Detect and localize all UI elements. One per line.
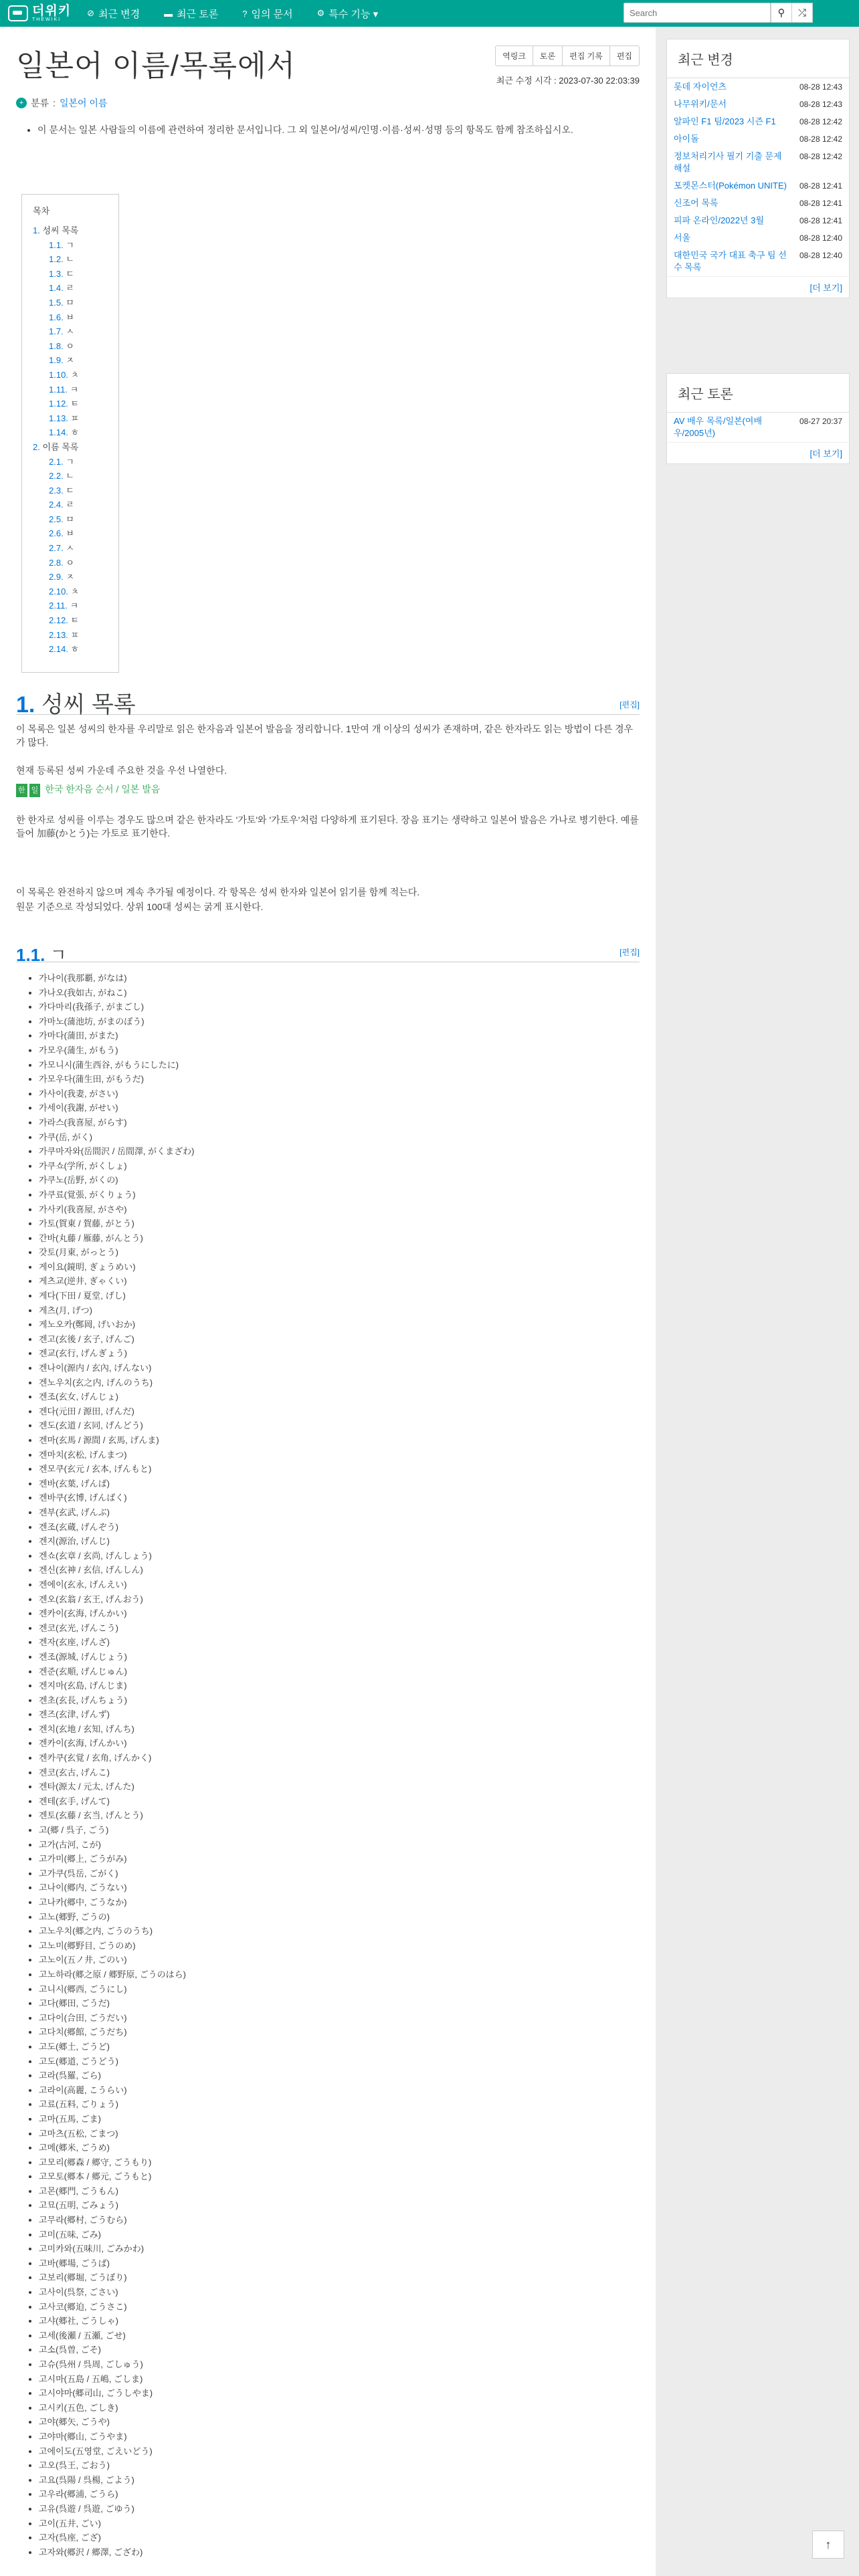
section-number[interactable]: 1.	[16, 692, 35, 718]
section-number[interactable]: 1.1.	[16, 945, 45, 965]
list-item: • 고소(呉曽, ごそ)	[39, 2343, 641, 2357]
toc-number[interactable]: 1.	[33, 225, 40, 235]
toc-number[interactable]: 1.6.	[49, 312, 64, 322]
page-title: 일본어 이름/목록에서	[16, 49, 296, 82]
list-item: • 고요(呉陽 / 呉楊, ごよう)	[39, 2473, 641, 2488]
recent-discuss-title: 최근 토론	[667, 374, 849, 413]
list-item: • 겐다(元田 / 源田, げんだ)	[39, 1404, 641, 1419]
list-item: • 고샤(郷社, ごうしゃ)	[39, 2314, 641, 2329]
list-item: • 겐마(玄馬 / 源間 / 玄馬, げんま)	[39, 1433, 641, 1448]
toolbar-button-3[interactable]: 편집	[609, 45, 640, 66]
toc-number[interactable]: 2.14.	[49, 644, 68, 655]
toc-number[interactable]: 2.13.	[49, 629, 68, 640]
recent-row	[667, 113, 849, 130]
list-item: • 고사코(郷迫, ごうさこ)	[39, 2300, 641, 2315]
category-box: + 분류 : 일본어 이름	[16, 96, 107, 110]
site-logo[interactable]	[8, 5, 71, 22]
toc-number[interactable]: 2.3.	[49, 485, 64, 496]
list-item: • 겐코(玄古, げんこ)	[39, 1765, 641, 1780]
toc-item	[33, 599, 118, 613]
recent-link[interactable]: 서울	[674, 233, 691, 243]
toc-number[interactable]: 2.	[33, 441, 40, 452]
list-item: • 고바(郷場, ごうば)	[39, 2256, 641, 2271]
section-paragraph: 이 목록은 완전하지 않으며 계속 추가될 예정이다. 각 항목은 성씨 한자와 일본어 읽기를 함께 적는다.	[16, 887, 420, 897]
toc-number[interactable]: 2.2.	[49, 471, 64, 481]
toc-title: ㄹ	[66, 283, 74, 294]
list-item: • 고(郷 / 呉子, ごう)	[39, 1823, 641, 1838]
toc-title: ㅊ	[70, 369, 80, 380]
toc-number[interactable]: 1.13.	[49, 413, 68, 423]
toc-title: ㄷ	[66, 268, 74, 279]
discuss-time: 08-27 20:37	[799, 417, 842, 426]
toc-item	[33, 252, 118, 267]
recent-time: 08-28 12:40	[799, 233, 842, 243]
toc-item	[33, 440, 118, 455]
list-item: • 고무라(郷村, ごうむら)	[39, 2213, 641, 2228]
list-item: • 가토(賀東 / 賀藤, がとう)	[39, 1216, 641, 1231]
list-item: • 고묘(五明, ごみょう)	[39, 2198, 641, 2213]
badge-japanese: 일	[29, 784, 41, 797]
list-item: • 고몬(郷門, ごうもん)	[39, 2184, 641, 2199]
toc-number[interactable]: 1.11.	[49, 384, 68, 395]
toc-header: 목차	[33, 206, 50, 216]
list-item: • 겐지(源治, げんじ)	[39, 1534, 641, 1549]
legend-row	[16, 782, 640, 797]
toc-title: ㅈ	[66, 572, 74, 582]
list-item: • 고마츠(五松, ごまつ)	[39, 2127, 641, 2141]
toc-item	[33, 383, 118, 397]
toc-number[interactable]: 1.5.	[49, 297, 64, 308]
surname-list	[39, 971, 641, 2559]
toc-title: ㅅ	[66, 543, 74, 554]
search-input[interactable]	[624, 3, 771, 23]
list-item: • 겐조(玄女, げんじょ)	[39, 1390, 641, 1404]
logo-title: 더위키	[32, 4, 72, 18]
list-item: • 겐에이(玄永, げんえい)	[39, 1578, 641, 1592]
list-item: • 겐고(玄後 / 玄子, げんご)	[39, 1332, 641, 1347]
list-item: • 겐도(玄道 / 玄同, げんどう)	[39, 1418, 641, 1433]
toc-item	[33, 353, 118, 368]
list-item: • 고다치(郷館, ごうだち)	[39, 2025, 641, 2040]
toc-item	[33, 628, 118, 643]
toc-number[interactable]: 2.12.	[49, 615, 68, 626]
list-item: • 고야(郷矢, ごうや)	[39, 2415, 641, 2430]
recent-link[interactable]: 알파인 F1 팀/2023 시즌 F1	[674, 116, 776, 126]
toc-number[interactable]: 1.1.	[49, 239, 64, 250]
toc-title: ㅍ	[70, 629, 80, 640]
toc-title: ㄴ	[66, 471, 74, 481]
list-item: • 게다(下田 / 夏堂, げし)	[39, 1289, 641, 1303]
toc-number[interactable]: 2.1.	[49, 456, 64, 467]
toc-title: ㅂ	[66, 528, 74, 539]
toc-title: ㄱ	[66, 239, 74, 250]
list-item: • 가쿠료(覚張, がくりょう)	[39, 1188, 641, 1202]
toc-title: ㄷ	[66, 485, 74, 496]
recent-discuss-card	[666, 373, 850, 464]
toc-number[interactable]: 1.7.	[49, 326, 64, 337]
toc-title: ㅁ	[66, 514, 74, 524]
list-item: • 가사키(我喜屋, がさや)	[39, 1202, 641, 1217]
toc-title: 이름 목록	[42, 441, 79, 452]
list-item: • 고슈(呉州 / 呉周, ごしゅう)	[39, 2357, 641, 2372]
toc-title: ㅋ	[70, 384, 79, 395]
list-item: • 고노이(五ノ井, ごのい)	[39, 1953, 641, 1967]
toc-title: ㅍ	[70, 413, 80, 423]
list-item: • 겐타(源太 / 元太, げんた)	[39, 1780, 641, 1794]
list-item: • 가다마리(我孫子, がまごし)	[39, 1000, 641, 1014]
list-item: • 고야마(郷山, ごうやま)	[39, 2430, 641, 2444]
toc-title: ㄹ	[66, 500, 74, 510]
toc-title: ㄱ	[66, 456, 74, 467]
list-item: • 가마노(蒲池坊, がまのぼう)	[39, 1014, 641, 1029]
toc-item	[33, 397, 118, 411]
intro-text: • 이 문서는 일본 사람들의 이름에 관련하여 정리한 문서입니다. 그 외 일본어/성씨/인명·이름·성씨·성명 등의 항목도 함께 참조하십시오.	[37, 123, 626, 136]
recent-link[interactable]: 나무위키/문서	[674, 99, 727, 109]
list-item: • 가세이(我謝, がせい)	[39, 1101, 641, 1115]
nav-item-label: 최근 토론	[177, 8, 219, 20]
toc-number[interactable]: 1.12.	[49, 399, 68, 409]
logo-icon	[8, 5, 28, 21]
nav-item-2[interactable]	[242, 7, 292, 21]
article-panel	[0, 27, 656, 2576]
toc-item	[33, 570, 118, 584]
recent-row	[667, 247, 849, 276]
toc-title: ㅋ	[70, 601, 79, 611]
toc-item	[33, 281, 118, 296]
random-button[interactable]	[791, 3, 813, 23]
recent-time: 08-28 12:41	[799, 181, 842, 191]
list-item: • 겐마치(玄松, げんまつ)	[39, 1448, 641, 1463]
toc-number[interactable]: 2.8.	[49, 557, 64, 568]
list-item: • 겐노우치(玄之内, げんのうち)	[39, 1376, 641, 1390]
list-item: • 간바(丸藤 / 雁藤, がんとう)	[39, 1231, 641, 1246]
list-item: • 겐초(玄長, げんちょう)	[39, 1693, 641, 1708]
gear-icon: ⚙	[316, 8, 325, 18]
toc-title: 성씨 목록	[42, 225, 79, 235]
toc-title: ㅌ	[70, 399, 80, 409]
edit-section-button[interactable]: [편집]	[619, 948, 640, 957]
section-title: 성씨 목록	[41, 692, 136, 718]
list-item: • 가나오(我如古, がねこ)	[39, 986, 641, 1000]
nav-item-label: 최근 변경	[98, 8, 140, 20]
list-item: • 고가쿠(呉岳, ごがく)	[39, 1866, 641, 1881]
sidebar	[656, 27, 859, 2576]
section-paragraph: 한 한자로 성씨를 이루는 경우도 많으며 같은 한자라도 '가토'와 '가토우'처럼 다양하게 표기된다. 장음 표기는 생략하고 일본어 발음은 가나로 병기한다. 예를 들어 加藤(かとう)는 가토로 표기한다.	[16, 815, 639, 839]
toolbar-button-2[interactable]: 편집 기록	[562, 45, 610, 66]
list-item: • 가모우다(蒲生田, がもうだ)	[39, 1072, 641, 1087]
more-recent-link[interactable]: [더 보기]	[809, 283, 842, 293]
list-item: • 게츠(月, げつ)	[39, 1303, 641, 1318]
list-item: • 고도(郷道, ごうどう)	[39, 2054, 641, 2069]
last-modified: 최근 수정 시각 : 2023-07-30 22:03:39	[496, 76, 640, 86]
recent-row	[667, 212, 849, 229]
list-item: • 고자와(郷沢 / 郷澤, ござわ)	[39, 2545, 641, 2560]
section-paragraph: 현재 등록된 성씨 가운데 주요한 것을 우선 나열한다.	[16, 765, 227, 776]
intro-list	[37, 123, 626, 136]
recent-time: 08-28 12:42	[799, 117, 842, 126]
list-item: • 가쿠노(岳野, がくの)	[39, 1173, 641, 1188]
toolbar-button-1[interactable]: 토론	[533, 45, 563, 66]
recent-time: 08-28 12:42	[799, 134, 842, 144]
recent-link[interactable]: 롯데 자이언츠	[674, 82, 727, 92]
recent-time: 08-28 12:41	[799, 216, 842, 225]
list-item: • 겐치(玄地 / 玄知, げんち)	[39, 1722, 641, 1737]
recent-row	[667, 130, 849, 148]
list-item: • 가쿠마자와(岳間沢 / 岳間澤, がくまざわ)	[39, 1144, 641, 1159]
list-item: • 게노오카(鄭岡, げいおか)	[39, 1317, 641, 1332]
toc-number[interactable]: 2.9.	[49, 572, 64, 582]
list-item: • 겐교(玄行, げんぎょう)	[39, 1346, 641, 1361]
nav-item-1[interactable]	[164, 7, 218, 21]
list-item: • 고사이(呉祭, ごさい)	[39, 2285, 641, 2300]
toc-number[interactable]: 1.4.	[49, 283, 64, 294]
list-item: • 고오(呉王, ごおう)	[39, 2458, 641, 2473]
table-of-contents	[21, 194, 119, 673]
toc-item	[33, 584, 118, 599]
list-item: • 고모토(郷本 / 郷元, ごうもと)	[39, 2169, 641, 2184]
discuss-link[interactable]: AV 배우 목록/일본(여배우/2005년)	[674, 416, 763, 438]
list-item: • 고노미(郷野目, ごうのめ)	[39, 1939, 641, 1953]
list-item: • 고노(郷野, ごうの)	[39, 1910, 641, 1925]
comment-icon: ▬	[164, 8, 173, 19]
section-heading-1-1	[16, 942, 640, 965]
toc-title: ㅊ	[70, 586, 80, 597]
list-item: • 겐자(玄座, げんざ)	[39, 1635, 641, 1650]
toc-item	[33, 223, 118, 238]
discuss-row	[667, 413, 849, 442]
list-item: • 겐카이(玄海, げんかい)	[39, 1606, 641, 1621]
list-item: • 고가(古河, こが)	[39, 1838, 641, 1852]
logo-subtitle: THEWIKI	[32, 17, 62, 22]
toc-item	[33, 512, 118, 527]
toc-item	[33, 324, 118, 339]
toc-title: ㅅ	[66, 326, 74, 337]
toc-item	[33, 642, 118, 657]
toc-number[interactable]: 2.4.	[49, 500, 64, 510]
list-item: • 고나이(郷内, ごうない)	[39, 1881, 641, 1895]
shuffle-icon: ⤮	[797, 7, 806, 19]
toc-item	[33, 267, 118, 282]
toc-item	[33, 425, 118, 440]
list-item: • 가모우(蒲生, がもう)	[39, 1043, 641, 1058]
nav-item-0[interactable]	[87, 7, 140, 21]
search-button[interactable]	[771, 3, 792, 23]
list-item: • 고유(呉遊 / 呉遊, ごゆう)	[39, 2502, 641, 2516]
toolbar-button-0[interactable]: 역링크	[495, 45, 533, 66]
toc-item	[33, 498, 118, 512]
section-heading-1	[16, 686, 640, 718]
recent-time: 08-28 12:43	[799, 82, 842, 92]
list-item: • 고시키(五色, ごしき)	[39, 2401, 641, 2416]
toc-title: ㅈ	[66, 355, 74, 366]
list-item: • 고다이(合田, ごうだい)	[39, 2011, 641, 2026]
recent-link[interactable]: 아이돌	[674, 134, 699, 144]
recent-link[interactable]: 정보처리기사 필기 기출 문제 해설	[674, 151, 782, 173]
arrow-up-icon: ↑	[825, 2537, 832, 2551]
recent-time: 08-28 12:40	[799, 251, 842, 260]
toc-item	[33, 238, 118, 253]
toc-number[interactable]: 1.2.	[49, 254, 64, 265]
recent-row	[667, 78, 849, 96]
toc-number[interactable]: 1.3.	[49, 268, 64, 279]
list-item: • 가쿠(岳, がく)	[39, 1130, 641, 1145]
toc-item	[33, 469, 118, 484]
toc-item	[33, 339, 118, 354]
nav-item-3[interactable]	[317, 7, 378, 21]
recent-time: 08-28 12:43	[799, 100, 842, 109]
toc-title: ㅎ	[70, 644, 80, 655]
toc-number[interactable]: 1.9.	[49, 355, 64, 366]
search-icon: ⚲	[777, 7, 785, 19]
list-item: • 고도(郷土, ごうど)	[39, 2040, 641, 2054]
toc-item	[33, 296, 118, 310]
list-item: • 겐바(玄葉, げんば)	[39, 1477, 641, 1491]
list-item: • 게이요(鏡明, ぎょうめい)	[39, 1260, 641, 1275]
list-item: • 겐토(玄藤 / 玄当, げんとう)	[39, 1808, 641, 1823]
list-item: • 겐코(玄光, げんこう)	[39, 1621, 641, 1636]
recent-changes-card	[666, 39, 850, 298]
article-toolbar	[496, 45, 640, 66]
list-item: • 고시야마(郷司山, ごうしやま)	[39, 2386, 641, 2401]
toc-item	[33, 613, 118, 628]
list-item: • 고메(郷米, ごうめ)	[39, 2141, 641, 2155]
toc-title: ㅎ	[70, 427, 80, 438]
list-item: • 고세(後瀬 / 五瀬, ごせ)	[39, 2329, 641, 2343]
recent-row	[667, 229, 849, 247]
scroll-top-button[interactable]	[812, 2531, 844, 2559]
list-item: • 고료(五料, ごりょう)	[39, 2097, 641, 2112]
section-title: ㄱ	[50, 945, 67, 965]
list-item: • 고노우치(郷之内, ごうのうち)	[39, 1924, 641, 1939]
list-item: • 고자(呉座, ござ)	[39, 2531, 641, 2545]
list-item: • 갓토(月東, がっとう)	[39, 1245, 641, 1260]
list-item: • 겐모쿠(玄元 / 玄本, げんもと)	[39, 1462, 641, 1477]
list-item: • 고모리(郷森 / 郷守, ごうもり)	[39, 2155, 641, 2170]
recent-link[interactable]: 포켓몬스터(Pokémon UNITE)	[674, 181, 787, 191]
section-paragraph: 원문 기준으로 작성되었다. 상위 100대 성씨는 굵게 표시한다.	[16, 901, 264, 912]
list-item: • 겐준(玄順, げんじゅん)	[39, 1665, 641, 1679]
toc-number[interactable]: 1.14.	[49, 427, 68, 438]
recent-time: 08-28 12:41	[799, 199, 842, 208]
recent-row	[667, 195, 849, 212]
list-item: • 가사이(我妻, がさい)	[39, 1087, 641, 1101]
list-item: • 겐즈(玄津, げんず)	[39, 1707, 641, 1722]
list-item: • 고우라(郷浦, ごうら)	[39, 2487, 641, 2502]
toc-item	[33, 526, 118, 541]
toc-number[interactable]: 2.7.	[49, 543, 64, 554]
list-item: • 고시마(五島 / 五嶋, ごしま)	[39, 2372, 641, 2387]
list-item: • 겐바쿠(玄博, げんばく)	[39, 1491, 641, 1505]
toc-title: ㅇ	[66, 557, 74, 568]
badge-korean: 한	[16, 784, 27, 797]
toc-number[interactable]: 1.10.	[49, 369, 68, 380]
list-item: • 겐오(玄翁 / 玄王, げんおう)	[39, 1592, 641, 1607]
toc-number[interactable]: 2.10.	[49, 586, 68, 597]
recent-row	[667, 148, 849, 177]
category-link[interactable]: 일본어 이름	[59, 98, 108, 108]
list-item: • 가마다(蒲田, がまた)	[39, 1029, 641, 1043]
section-paragraph: 이 목록은 일본 성씨의 한자를 우리말로 읽은 한자음과 일본어 발음을 정리합니다. 1만여 개 이상의 성씨가 존재하며, 같은 한자라도 읽는 방법이 다른 경우가 많다.	[16, 724, 634, 748]
category-label: 분류	[31, 98, 50, 108]
toc-item	[33, 411, 118, 426]
list-item: • 겐테(玄手, げんて)	[39, 1794, 641, 1809]
list-item: • 가라스(我喜屋, がらす)	[39, 1115, 641, 1130]
list-item: • 겐신(玄神 / 玄信, げんしん)	[39, 1563, 641, 1578]
legend-text: 한국 한자음 순서 / 일본 발음	[45, 784, 161, 794]
list-item: • 고라(呉羅, ごら)	[39, 2068, 641, 2083]
list-item: • 고다(郷田, ごうだ)	[39, 1996, 641, 2011]
question-icon: ?	[242, 8, 248, 19]
list-item: • 가쿠쇼(学所, がくしょ)	[39, 1159, 641, 1174]
toc-title: ㅁ	[66, 297, 74, 308]
toc-item	[33, 541, 118, 556]
list-item: • 겐카이(玄海, げんかい)	[39, 1736, 641, 1751]
toc-title: ㅂ	[66, 312, 74, 322]
list-item: • 고노하라(郷之原 / 郷野原, ごうのはら)	[39, 1967, 641, 1982]
list-item: • 게츠교(逆井, ぎゃくい)	[39, 1274, 641, 1289]
toc-item	[33, 310, 118, 325]
recent-link[interactable]: 대한민국 국가 대표 축구 팀 선수 목록	[674, 250, 787, 272]
recent-row	[667, 177, 849, 195]
list-item: • 겐나이(源内 / 玄內, げんない)	[39, 1361, 641, 1376]
recent-row	[667, 96, 849, 113]
toc-title: ㅇ	[66, 340, 74, 351]
list-item: • 고이(五井, ごい)	[39, 2516, 641, 2531]
list-item: • 고니시(郷西, ごうにし)	[39, 1982, 641, 1997]
recent-link[interactable]: 피파 온라인/2022년 3월	[674, 215, 764, 225]
list-item: • 가나이(我那覇, がなは)	[39, 971, 641, 986]
toc-number[interactable]: 2.11.	[49, 601, 68, 611]
nav-item-label: 임의 문서	[251, 8, 293, 20]
list-item: • 겐부(玄武, げんぶ)	[39, 1505, 641, 1520]
compass-icon: ⊘	[87, 8, 94, 18]
list-item: • 고라이(高麗, こうらい)	[39, 2083, 641, 2098]
edit-section-button[interactable]: [편집]	[619, 700, 640, 710]
list-item: • 가모니시(蒲生西谷, がもうにしたに)	[39, 1058, 641, 1073]
list-item: • 겐카쿠(玄覚 / 玄角, げんかく)	[39, 1751, 641, 1765]
more-discuss-link[interactable]: [더 보기]	[809, 449, 842, 459]
list-item: • 고가미(郷上, ごうがみ)	[39, 1852, 641, 1866]
toc-item	[33, 484, 118, 498]
recent-time: 08-28 12:42	[799, 152, 842, 161]
list-item: • 고보리(郷堀, ごうぼり)	[39, 2270, 641, 2285]
list-item: • 고나카(郷中, ごうなか)	[39, 1895, 641, 1910]
recent-link[interactable]: 신조어 목록	[674, 198, 719, 208]
toc-item	[33, 368, 118, 383]
category-icon: +	[16, 98, 27, 108]
toc-number[interactable]: 2.5.	[49, 514, 64, 524]
list-item: • 고미(五味, ごみ)	[39, 2228, 641, 2242]
toc-title: ㄴ	[66, 254, 74, 265]
toc-title: ㅌ	[70, 615, 80, 626]
list-item: • 고미카와(五味川, ごみかわ)	[39, 2242, 641, 2256]
toc-number[interactable]: 1.8.	[49, 340, 64, 351]
nav-item-label: 특수 기능 ▾	[328, 8, 379, 20]
toc-item	[33, 556, 118, 570]
list-item: • 고마(五馬, ごま)	[39, 2112, 641, 2127]
list-item: • 겐지마(玄島, げんじま)	[39, 1679, 641, 1693]
list-item: • 겐쇼(玄章 / 玄尚, げんしょう)	[39, 1549, 641, 1564]
list-item: • 겐조(源城, げんじょう)	[39, 1650, 641, 1665]
list-item: • 고에이도(五영堂, ごえいどう)	[39, 2444, 641, 2459]
toc-item	[33, 455, 118, 469]
recent-changes-title: 최근 변경	[667, 39, 849, 78]
list-item: • 겐조(玄蔵, げんぞう)	[39, 1520, 641, 1535]
toc-number[interactable]: 2.6.	[49, 528, 64, 539]
